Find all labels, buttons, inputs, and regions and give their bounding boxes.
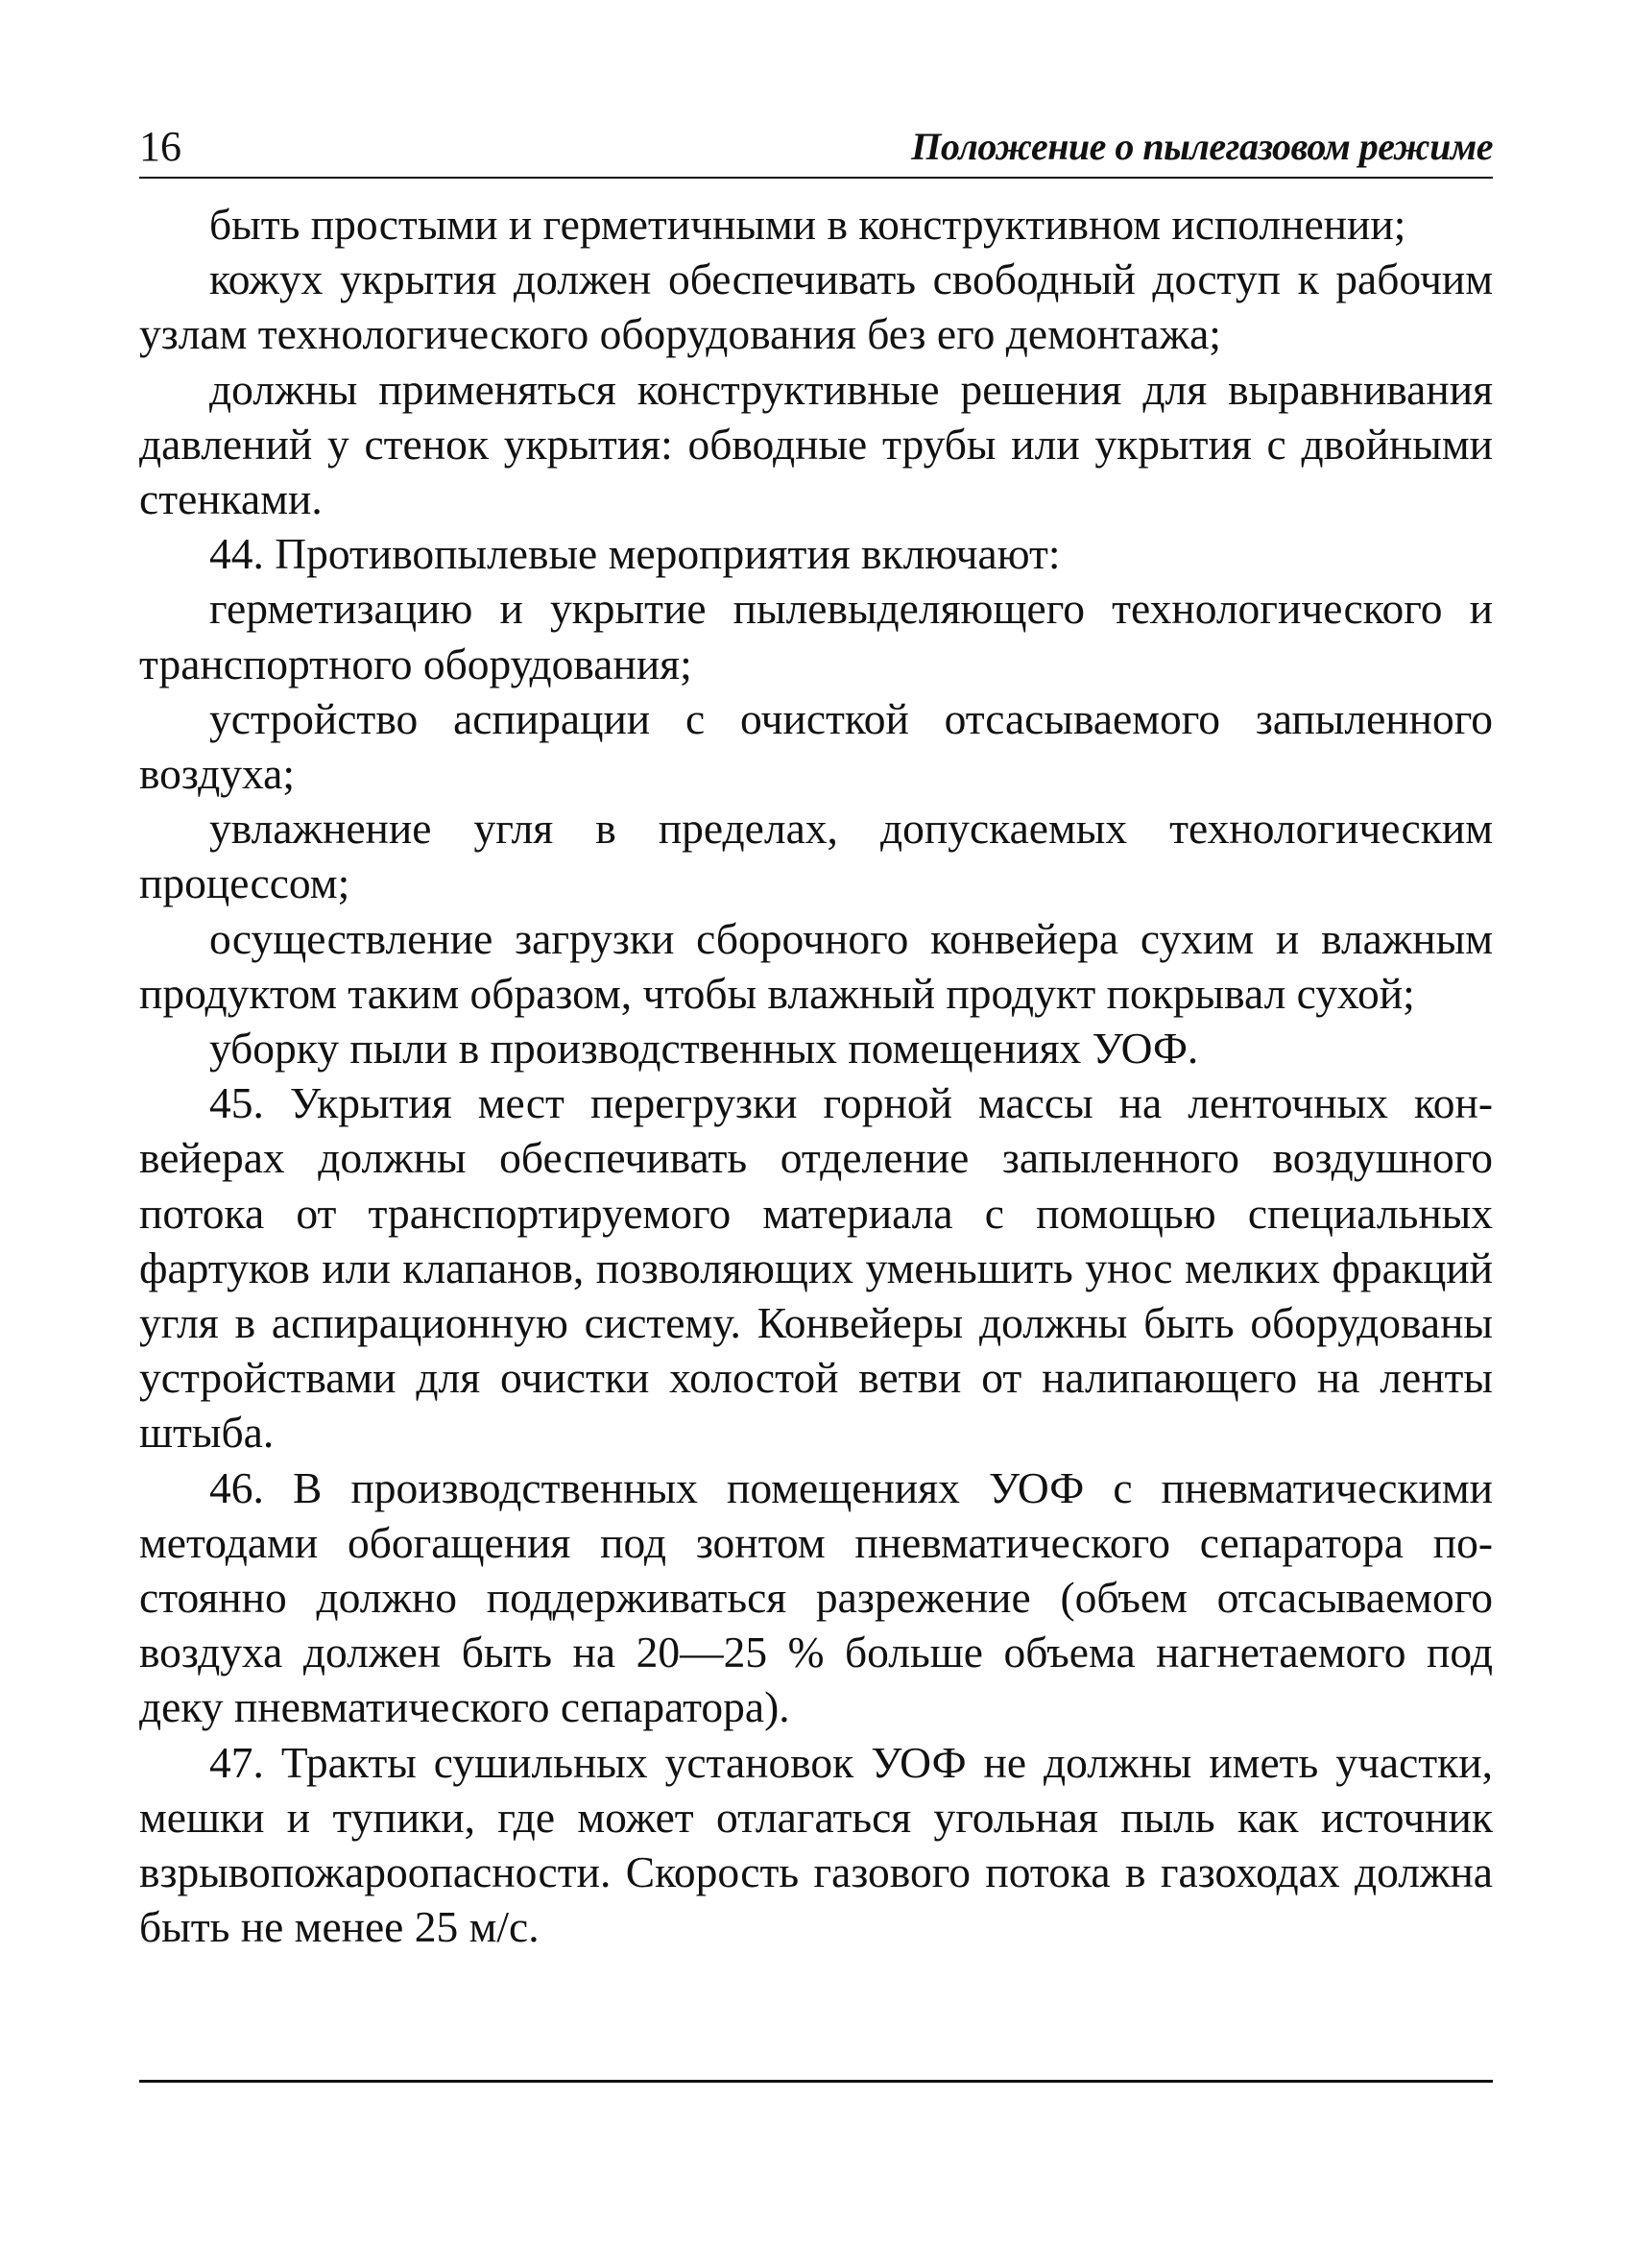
paragraph: быть простыми и герметичными в конструктивном исполнении; xyxy=(209,200,1406,249)
paragraph-item-45: 45. Укрытия мест перегрузки горной массы на ленточных конвейерах должны обеспечивать отделение запыленного воздушного потока от транспортируемого материала с помощью специальных фартуков или клапанов, позволяющих уменьшить унос мелких фракций угля в аспирационную систему. Конвейеры должны быть оборудованы устройствами для очистки холостой ветви от налипающего на ленты штыба. xyxy=(139,1078,1493,1458)
footer-rule xyxy=(139,2080,1493,2083)
paragraph: уборку пыли в производственных помещениях УОФ. xyxy=(209,1024,1199,1074)
body-text xyxy=(139,197,1493,1955)
paragraph: увлажнение угля в пределах, допускаемых технологическим процессом; xyxy=(139,804,1493,908)
paragraph-item-46: 46. В производственных помещениях УОФ с пневматическими методами обогащения под зонтом пневматического сепаратора постоянно должно поддерживаться разрежение (объем отсасываемого воздуха должен быть на 20—25 % больше объема нагнетаемого под деку пневматического сепаратора). xyxy=(139,1462,1493,1732)
running-title: Положение о пылегазовом режиме xyxy=(911,125,1493,168)
header-rule xyxy=(139,177,1493,179)
page-number: 16 xyxy=(139,123,181,170)
paragraph: кожух укрытия должен обеспечивать свободный доступ к рабочим узлам технологического оборудования без его демонтажа; xyxy=(139,254,1493,359)
paragraph-item-44: 44. Противопылевые мероприятия включают: xyxy=(209,529,1061,579)
paragraph: осуществление загрузки сборочного конвейера сухим и влажным продуктом таким образом, чтобы влажный продукт покрывал сухой; xyxy=(139,913,1493,1018)
paragraph: должны применяться конструктивные решения для выравнивания давлений у стенок укрытия: обводные трубы или укрытия с двойными стенками. xyxy=(139,364,1493,524)
page-header xyxy=(139,123,1493,179)
paragraph-item-47: 47. Тракты сушильных установок УОФ не должны иметь участки, мешки и тупики, где может отлагаться угольная пыль как источник взрывопожароопасности. Скорость газового потока в газоходах должна быть не менее 25 м/с. xyxy=(139,1737,1493,1952)
paragraph: устройство аспирации с очисткой отсасываемого запыленного воздуха; xyxy=(139,693,1493,799)
paragraph: герметизацию и укрытие пылевыделяющего технологического и транспортного оборудования; xyxy=(139,584,1493,688)
